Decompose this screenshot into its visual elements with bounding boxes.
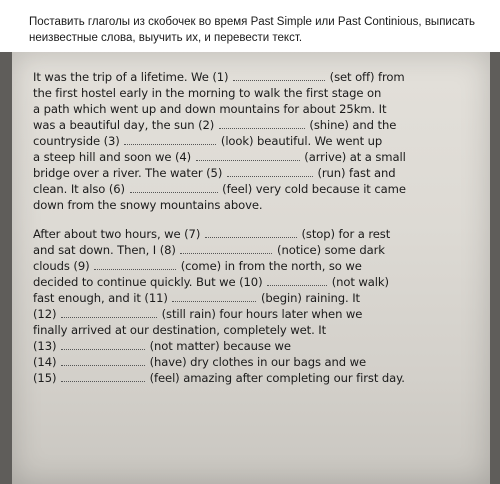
text-line — [33, 166, 396, 180]
text-segment: (stop) for a rest — [301, 227, 391, 241]
text-segment: (12) — [33, 307, 57, 321]
text-segment: a steep hill and soon we (4) — [33, 150, 192, 164]
text-line — [33, 150, 406, 164]
text-segment: was a beautiful day, the sun (2) — [33, 118, 215, 132]
text-line: finally arrived at our destination, completely wet. It — [33, 323, 327, 337]
text-line — [33, 227, 390, 241]
instruction-line-2: неизвестные слова, выучить их, и перевести текст. — [29, 32, 303, 44]
text-segment: After about two hours, we (7) — [33, 227, 201, 241]
text-line — [33, 307, 362, 321]
text-line — [33, 339, 291, 353]
text-line: the first hostel early in the morning to walk the first stage on — [33, 86, 382, 100]
answer-blank-12 — [61, 316, 157, 318]
text-segment: bridge over a river. The water (5) — [33, 166, 223, 180]
text-segment: (shine) and the — [309, 118, 397, 132]
text-segment: (not walk) — [331, 275, 389, 289]
text-line — [33, 134, 382, 148]
text-line — [33, 291, 360, 305]
text-segment: (run) fast and — [317, 166, 396, 180]
text-segment: fast enough, and it (11) — [33, 291, 168, 305]
text-segment: (notice) some dark — [277, 243, 385, 257]
text-line — [33, 355, 366, 369]
text-line — [33, 243, 385, 257]
answer-blank-1 — [233, 79, 325, 81]
answer-blank-10 — [267, 284, 327, 286]
text-segment: It was the trip of a lifetime. We (1) — [33, 70, 229, 84]
text-segment: (not matter) because we — [149, 339, 291, 353]
answer-blank-3 — [124, 143, 216, 145]
text-segment: (14) — [33, 355, 57, 369]
text-segment: countryside (3) — [33, 134, 120, 148]
text-segment: (feel) very cold because it came — [222, 182, 406, 196]
answer-blank-8 — [180, 252, 272, 254]
text-segment: (still rain) four hours later when we — [161, 307, 363, 321]
text-line: down from the snowy mountains above. — [33, 198, 263, 212]
text-line — [33, 275, 389, 289]
text-line — [33, 259, 362, 273]
text-line — [33, 70, 405, 84]
instruction-line-1: Поставить глаголы из скобочек во время Past Simple или Past Continious, выписать — [29, 16, 475, 28]
text-segment: (look) beautiful. We went up — [220, 134, 383, 148]
text-segment: and sat down. Then, I (8) — [33, 243, 176, 257]
text-segment: (13) — [33, 339, 57, 353]
answer-blank-7 — [205, 236, 297, 238]
text-segment: (come) in from the north, so we — [180, 259, 362, 273]
answer-blank-6 — [130, 191, 218, 193]
text-segment: (set off) from — [329, 70, 405, 84]
answer-blank-13 — [61, 348, 145, 350]
text-segment: (15) — [33, 371, 57, 385]
text-segment: clean. It also (6) — [33, 182, 125, 196]
text-segment: (begin) raining. It — [261, 291, 360, 305]
text-segment: clouds (9) — [33, 259, 90, 273]
answer-blank-5 — [227, 175, 313, 177]
text-segment: (feel) amazing after completing our first day. — [149, 371, 405, 385]
text-line — [33, 371, 405, 385]
instructions-header — [0, 0, 500, 52]
answer-blank-15 — [61, 380, 145, 382]
text-line — [33, 118, 396, 132]
answer-blank-9 — [94, 268, 176, 270]
answer-blank-11 — [172, 300, 256, 302]
text-line: a path which went up and down mountains for about 25km. It — [33, 102, 387, 116]
text-line — [33, 182, 406, 196]
text-segment: decided to continue quickly. But we (10) — [33, 275, 263, 289]
text-segment: (arrive) at a small — [304, 150, 406, 164]
answer-blank-14 — [61, 364, 145, 366]
text-segment: (have) dry clothes in our bags and we — [149, 355, 366, 369]
answer-blank-4 — [196, 159, 300, 161]
answer-blank-2 — [219, 127, 305, 129]
